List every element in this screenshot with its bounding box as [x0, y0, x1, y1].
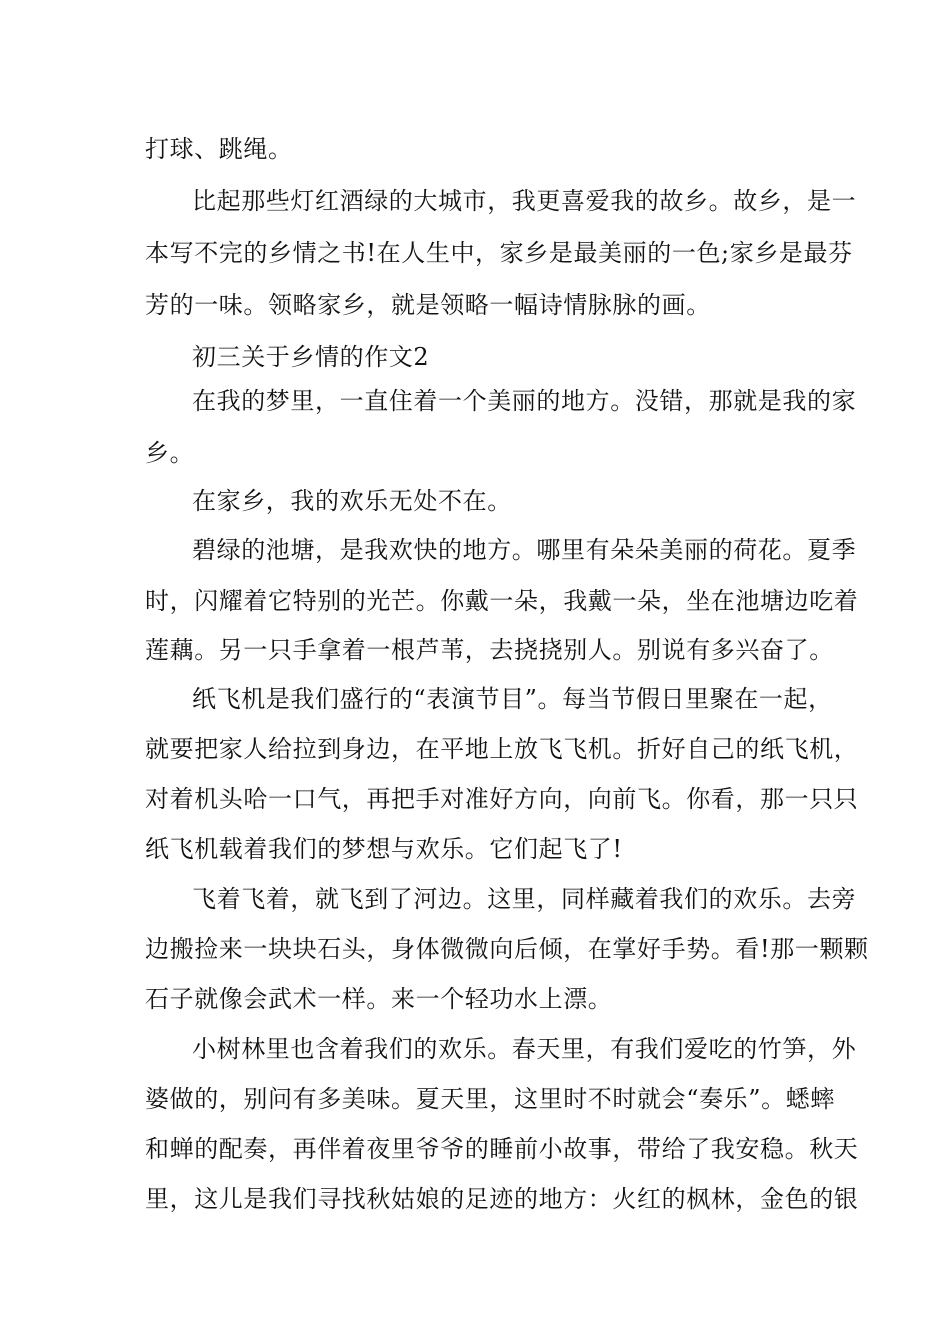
text-line: 婆做的，别问有多美味。夏天里，这里时不时就会“奏乐”。蟋蟀: [145, 1085, 835, 1113]
text-line: 莲藕。另一只手拿着一根芦苇，去挠挠别人。别说有多兴奋了。: [145, 636, 834, 664]
text-line: 里，这儿是我们寻找秋姑娘的足迹的地方：火红的枫林，金色的银: [145, 1185, 859, 1213]
text-line: 本写不完的乡情之书!在人生中，家乡是最美丽的一色;家乡是最芬: [145, 239, 853, 267]
text-line: 小树林里也含着我们的欢乐。春天里，有我们爱吃的竹笋，外: [192, 1035, 857, 1063]
section-heading: 初三关于乡情的作文2: [192, 343, 430, 371]
text-line: 和蝉的配奏，再伴着夜里爷爷的睡前小故事，带给了我安稳。秋天: [145, 1135, 859, 1163]
text-line: 对着机头哈一口气，再把手对准好方向，向前飞。你看，那一只只: [145, 785, 859, 813]
text-line: 就要把家人给拉到身边，在平地上放飞飞机。折好自己的纸飞机，: [145, 735, 859, 763]
text-line: 时，闪耀着它特别的光芒。你戴一朵，我戴一朵，坐在池塘边吃着: [145, 587, 859, 615]
text-line: 边搬捡来一块块石头，身体微微向后倾，在掌好手势。看!那一颗颗: [145, 935, 869, 963]
text-line: 在家乡，我的欢乐无处不在。: [192, 487, 512, 515]
text-line: 石子就像会武术一样。来一个轻功水上漂。: [145, 985, 613, 1013]
text-line: 飞着飞着，就飞到了河边。这里，同样藏着我们的欢乐。去旁: [192, 885, 857, 913]
text-line: 比起那些灯红酒绿的大城市，我更喜爱我的故乡。故乡，是一: [192, 187, 857, 215]
text-line: 纸飞机是我们盛行的“表演节目”。每当节假日里聚在一起，: [192, 685, 833, 713]
text-line: 在我的梦里，一直住着一个美丽的地方。没错，那就是我的家: [192, 387, 857, 415]
text-line: 打球、跳绳。: [145, 135, 293, 163]
text-line: 碧绿的池塘，是我欢快的地方。哪里有朵朵美丽的荷花。夏季: [192, 536, 857, 564]
text-line: 纸飞机载着我们的梦想与欢乐。它们起飞了!: [145, 835, 623, 863]
text-line: 乡。: [145, 439, 195, 467]
text-line: 芳的一味。领略家乡，就是领略一幅诗情脉脉的画。: [145, 291, 711, 319]
